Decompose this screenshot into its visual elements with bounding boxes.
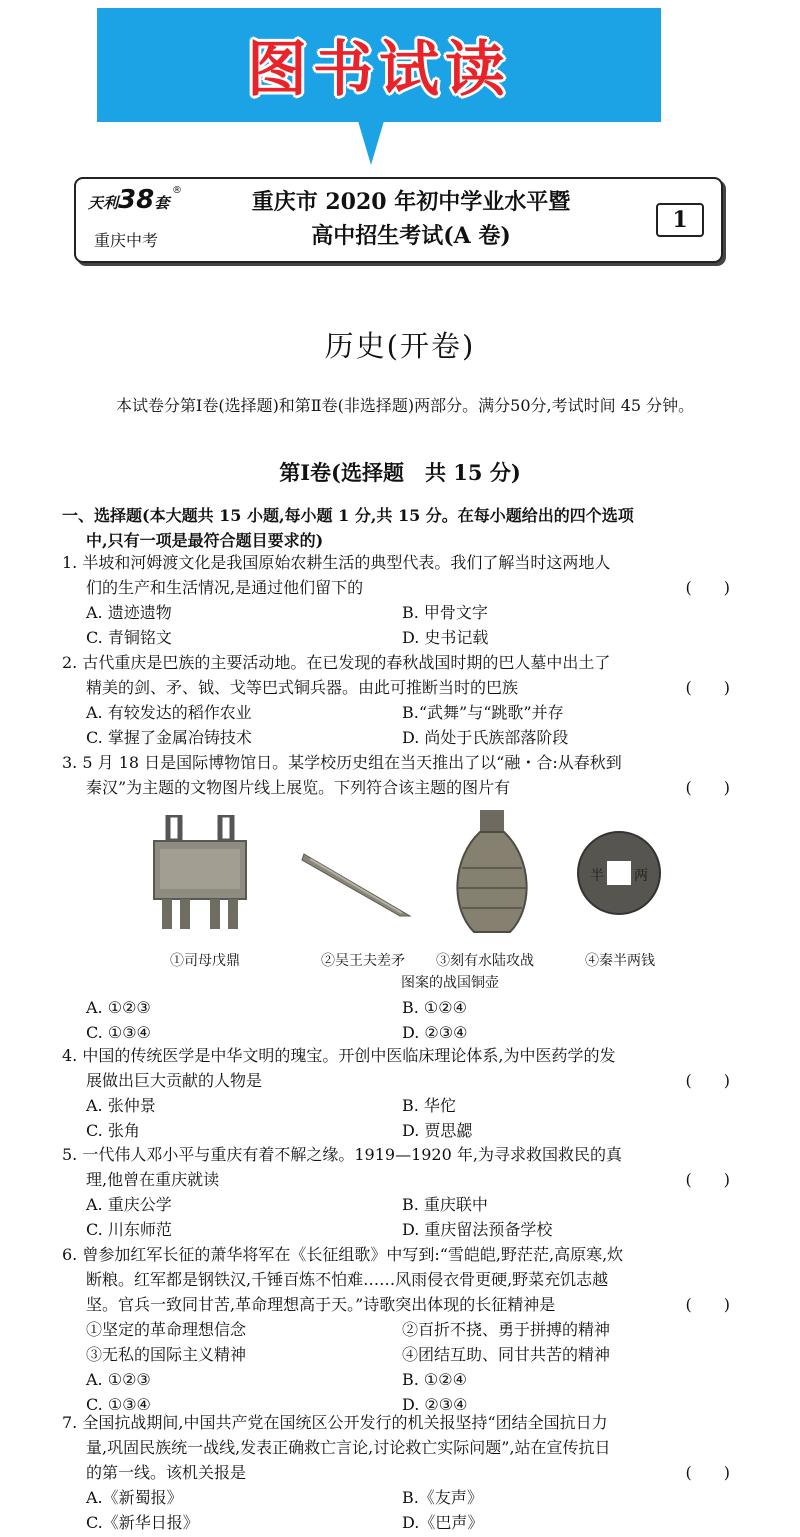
answer-bracket: ( ) <box>685 578 730 597</box>
option-b: B. ①②④ <box>402 998 467 1017</box>
caption-3: ③刻有水陆攻战 <box>436 953 534 969</box>
option-c: C. 张角 <box>86 1121 140 1140</box>
option-c: C.《新华日报》 <box>86 1513 199 1532</box>
question-5: 5. 一代伟人邓小平与重庆有着不解之缘。1919—1920 年,为寻求救国救民的真 理,他曾在重庆就读 ( ) A. 重庆公学 B. 重庆联中 C. 川东师范 D. 重庆留法预备学校 <box>62 1142 734 1242</box>
answer-bracket: ( ) <box>685 1463 730 1482</box>
paper-number: 1 <box>656 203 704 237</box>
question-1: 1. 半坡和河姆渡文化是我国原始农耕生活的典型代表。我们了解当时这两地人 们的生产和生活情况,是通过他们留下的 ( ) A. 遗迹遗物 B. 甲骨文字 C. 青铜铭文 D. 史书记载 <box>62 550 734 650</box>
statement-2: ②百折不挠、勇于拼搏的精神 <box>402 1320 611 1339</box>
option-d: D. 尚处于氏族部落阶段 <box>402 728 569 747</box>
subject-title: 历史(开卷) <box>324 329 476 363</box>
answer-bracket: ( ) <box>685 1170 730 1189</box>
option-d: D. ②③④ <box>402 1023 468 1042</box>
option-b: B.“武舞”与“跳歌”并存 <box>402 703 564 722</box>
option-a: A. ①②③ <box>86 1370 151 1389</box>
option-b: B. 重庆联中 <box>402 1195 488 1214</box>
option-b: B.《友声》 <box>402 1488 483 1507</box>
bronze-pot-image <box>452 808 532 938</box>
ding-vessel-image <box>150 815 250 930</box>
region-label: 重庆中考 <box>94 231 159 250</box>
option-b: B. ①②④ <box>402 1370 467 1389</box>
exam-title: 重庆市 2020 年初中学业水平暨 高中招生考试(A 卷) <box>251 189 571 249</box>
statement-4: ④团结互助、同甘共苦的精神 <box>402 1345 611 1364</box>
registered-mark: ® <box>172 185 182 196</box>
option-d: D. 史书记载 <box>402 628 489 647</box>
option-a: A. 有较发达的稻作农业 <box>86 703 252 722</box>
brand-logo: 天利38套 <box>88 185 170 215</box>
question-6: 6. 曾参加红军长征的萧华将军在《长征组歌》中写到:“雪皑皑,野茫茫,高原寒,炊 断粮。红军都是钢铁汉,千锤百炼不怕难……风雨侵衣骨更硬,野菜充饥志越 坚。官兵一致同甘苦,革命理想高于天。”诗歌突出体现的长征精神是 ( ) ①坚定的革命理想信念 ②百折不挠、勇于拼搏的精神 ③无私的国际主义精神 ④团结互助、同甘共苦的精神 A. ①②③ B. ①②④ C. ①③④ D. ②③④ <box>62 1242 734 1417</box>
caption-2: ②吴王夫差矛 <box>321 953 405 969</box>
banner-title: 图书试读 <box>247 35 511 105</box>
spear-image <box>300 850 415 920</box>
banner-pointer <box>358 121 384 165</box>
option-c: C. ①③④ <box>86 1023 151 1042</box>
banliang-coin-image <box>576 830 662 916</box>
answer-bracket: ( ) <box>685 778 730 797</box>
option-a: A. 张仲景 <box>86 1096 156 1115</box>
option-d: D.《巴声》 <box>402 1513 484 1532</box>
option-b: B. 华佗 <box>402 1096 456 1115</box>
option-a: A. 重庆公学 <box>86 1195 172 1214</box>
caption-1: ①司母戊鼎 <box>170 953 240 969</box>
option-d: D. 重庆留法预备学校 <box>402 1220 553 1239</box>
option-d: D. ②③④ <box>402 1395 468 1414</box>
statement-1: ①坚定的革命理想信念 <box>86 1320 247 1339</box>
answer-bracket: ( ) <box>685 678 730 697</box>
question-2: 2. 古代重庆是巴族的主要活动地。在已发现的春秋战国时期的巴人墓中出土了 精美的剑、矛、钺、戈等巴式铜兵器。由此可推断当时的巴族 ( ) A. 有较发达的稻作农业 B.“武舞”与“跳歌”并存 C. 掌握了金属冶铸技术 D. 尚处于氏族部落阶段 <box>62 650 734 750</box>
option-b: B. 甲骨文字 <box>402 603 488 622</box>
option-d: D. 贾思勰 <box>402 1121 473 1140</box>
caption-4: ④秦半两钱 <box>585 953 655 969</box>
option-c: C. 川东师范 <box>86 1220 172 1239</box>
question-3-options <box>62 995 734 1045</box>
question-7: 7. 全国抗战期间,中国共产党在国统区公开发行的机关报坚持“团结全国抗日力 量,巩固民族统一战线,发表正确救亡言论,讨论救亡实际问题”,站在宣传抗日 的第一线。该机关报是 ( ) A.《新蜀报》 B.《友声》 C.《新华日报》 D.《巴声》 <box>62 1410 734 1535</box>
exam-instructions: 本试卷分第Ⅰ卷(选择题)和第Ⅱ卷(非选择题)两部分。满分50分,考试时间 45 分钟。 <box>116 396 695 415</box>
question-3: 3. 5 月 18 日是国际博物馆日。某学校历史组在当天推出了以“融・合:从春秋到 秦汉”为主题的文物图片线上展览。下列符合该主题的图片有 ( ) <box>62 750 734 800</box>
caption-3-continued: 图案的战国铜壶 <box>401 975 499 991</box>
section-title: 第Ⅰ卷(选择题 共 15 分) <box>279 460 521 485</box>
answer-bracket: ( ) <box>685 1295 730 1314</box>
svg-text:两: 两 <box>634 868 648 884</box>
exam-header <box>74 177 723 263</box>
svg-text:半: 半 <box>590 868 604 884</box>
option-c: C. 青铜铭文 <box>86 628 172 647</box>
option-a: A. 遗迹遗物 <box>86 603 172 622</box>
question-4: 4. 中国的传统医学是中华文明的瑰宝。开创中医临床理论体系,为中医药学的发 展做出巨大贡献的人物是 ( ) A. 张仲景 B. 华佗 C. 张角 D. 贾思勰 <box>62 1043 734 1143</box>
part-heading: 一、选择题(本大题共 15 小题,每小题 1 分,共 15 分。在每小题给出的四个选项 中,只有一项是最符合题目要求的) <box>62 506 634 550</box>
answer-bracket: ( ) <box>685 1071 730 1090</box>
option-c: C. ①③④ <box>86 1395 151 1414</box>
option-a: A.《新蜀报》 <box>86 1488 183 1507</box>
statement-3: ③无私的国际主义精神 <box>86 1345 247 1364</box>
option-a: A. ①②③ <box>86 998 151 1017</box>
option-c: C. 掌握了金属冶铸技术 <box>86 728 252 747</box>
